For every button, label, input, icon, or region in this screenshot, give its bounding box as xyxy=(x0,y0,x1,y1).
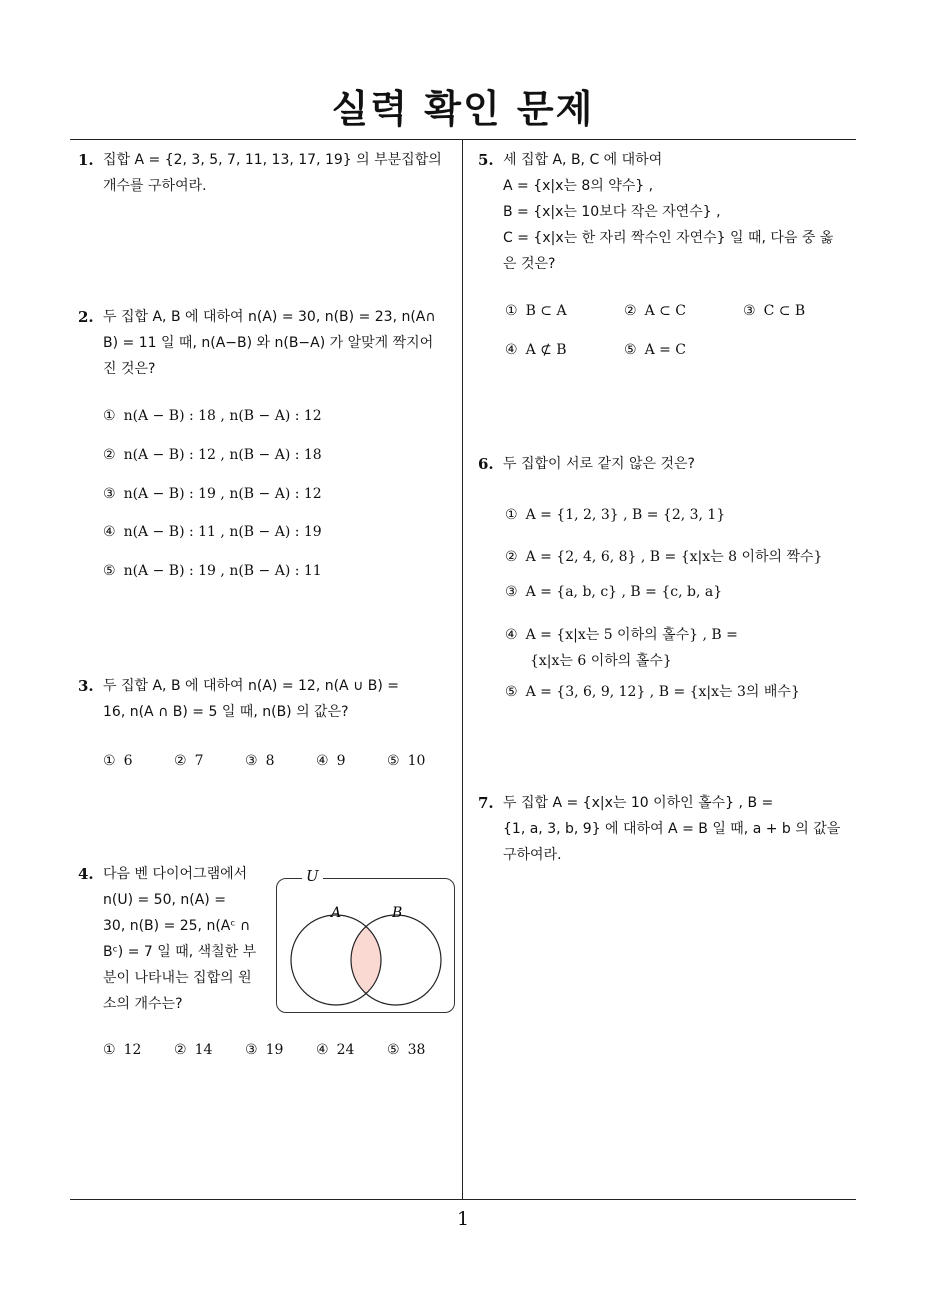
question-line: 두 집합 A, B 에 대하여 n(A) = 12, n(A ∪ B) = xyxy=(103,678,400,694)
question-line: Bᶜ) = 7 일 때, 색칠한 부 xyxy=(103,944,257,960)
venn-diagram xyxy=(276,878,454,1012)
question-line: n(U) = 50, n(A) = xyxy=(103,892,226,908)
question-line: 두 집합 A = {x|x는 10 이하인 홀수} , B = xyxy=(503,795,774,811)
option-4-1[interactable]: ① 12 xyxy=(103,1042,142,1058)
column-divider xyxy=(462,139,463,1200)
question-line: 세 집합 A, B, C 에 대하여 xyxy=(503,152,663,168)
option-6-5[interactable]: ⑤ A = {3, 6, 9, 12} , B = {x|x는 3의 배수} xyxy=(505,684,800,700)
question-line: 진 것은? xyxy=(103,361,156,377)
question-line: A = {x|x는 8의 약수} , xyxy=(503,178,654,194)
bottom-rule xyxy=(70,1199,856,1200)
option-2-5[interactable]: ⑤ n(A − B) : 19 , n(B − A) : 11 xyxy=(103,563,322,579)
question-5: 5. 세 집합 A, B, C 에 대하여 A = {x|x는 8의 약수} , B = {x|x는 10보다 작은 자연수} , C = {x|x는 한 자리 짝수인 자연수} 일 때, 다음 중 옳 은 것은? xyxy=(478,147,858,277)
question-line: B = {x|x는 10보다 작은 자연수} , xyxy=(503,204,721,220)
page-title: 실력 확인 문제 xyxy=(331,87,595,131)
question-line: 두 집합 A, B 에 대하여 n(A) = 30, n(B) = 23, n(A∩ xyxy=(103,309,436,325)
option-5-5[interactable]: ⑤ A = C xyxy=(624,342,687,358)
question-line: B) = 11 일 때, n(A−B) 와 n(B−A) 가 알맞게 짝지어 xyxy=(103,335,434,351)
option-3-5[interactable]: ⑤ 10 xyxy=(387,753,426,769)
venn-universe-label: U xyxy=(302,867,323,885)
option-3-3[interactable]: ③ 8 xyxy=(245,753,275,769)
option-3-1[interactable]: ① 6 xyxy=(103,753,133,769)
question-line: 분이 나타내는 집합의 원 xyxy=(103,970,252,986)
question-line: 다음 벤 다이어그램에서 xyxy=(103,866,248,882)
option-2-2[interactable]: ② n(A − B) : 12 , n(B − A) : 18 xyxy=(103,447,322,463)
option-6-2[interactable]: ② A = {2, 4, 6, 8} , B = {x|x는 8 이하의 짝수} xyxy=(505,549,823,565)
question-1: 1. 집합 A = {2, 3, 5, 7, 11, 13, 17, 19} 의 부분집합의 개수를 구하여라. xyxy=(78,147,456,199)
question-3: 3. 두 집합 A, B 에 대하여 n(A) = 12, n(A ∪ B) = 16, n(A ∩ B) = 5 일 때, n(B) 의 값은? xyxy=(78,673,456,725)
option-2-3[interactable]: ③ n(A − B) : 19 , n(B − A) : 12 xyxy=(103,486,322,502)
option-6-1[interactable]: ① A = {1, 2, 3} , B = {2, 3, 1} xyxy=(505,507,726,523)
question-line: 소의 개수는? xyxy=(103,996,183,1012)
question-line: 30, n(B) = 25, n(Aᶜ ∩ xyxy=(103,918,251,934)
option-3-4[interactable]: ④ 9 xyxy=(316,753,346,769)
option-2-1[interactable]: ① n(A − B) : 18 , n(B − A) : 12 xyxy=(103,408,322,424)
question-2: 2. 두 집합 A, B 에 대하여 n(A) = 30, n(B) = 23, n(A∩ B) = 11 일 때, n(A−B) 와 n(B−A) 가 알맞게 짝지어 진 것은? xyxy=(78,304,456,382)
option-4-3[interactable]: ③ 19 xyxy=(245,1042,284,1058)
option-4-2[interactable]: ② 14 xyxy=(174,1042,213,1058)
question-line: C = {x|x는 한 자리 짝수인 자연수} 일 때, 다음 중 옳 xyxy=(503,230,834,246)
top-rule xyxy=(70,139,856,140)
option-5-3[interactable]: ③ C ⊂ B xyxy=(743,303,806,319)
question-line: 16, n(A ∩ B) = 5 일 때, n(B) 의 값은? xyxy=(103,704,349,720)
option-3-2[interactable]: ② 7 xyxy=(174,753,204,769)
option-5-1[interactable]: ① B ⊂ A xyxy=(505,303,567,319)
option-4-5[interactable]: ⑤ 38 xyxy=(387,1042,426,1058)
question-6: 6. 두 집합이 서로 같지 않은 것은? xyxy=(478,451,858,477)
question-line: 구하여라. xyxy=(503,847,562,863)
option-6-3[interactable]: ③ A = {a, b, c} , B = {c, b, a} xyxy=(505,584,723,600)
question-7: 7. 두 집합 A = {x|x는 10 이하인 홀수} , B = {1, a, 3, b, 9} 에 대하여 A = B 일 때, a + b 의 값을 구하여라. xyxy=(478,790,858,868)
option-5-4[interactable]: ④ A ⊄ B xyxy=(505,342,567,358)
option-2-4[interactable]: ④ n(A − B) : 11 , n(B − A) : 19 xyxy=(103,524,322,540)
option-5-2[interactable]: ② A ⊂ C xyxy=(624,303,687,319)
option-6-4[interactable]: ④ A = {x|x는 5 이하의 홀수} , B = {x|x는 6 이하의 홀수} xyxy=(505,627,738,669)
venn-label-a: A xyxy=(331,905,342,921)
question-line: {1, a, 3, b, 9} 에 대하여 A = B 일 때, a + b 의 값을 xyxy=(503,821,841,837)
question-4: 4. 다음 벤 다이어그램에서 n(U) = 50, n(A) = 30, n(B) = 25, n(Aᶜ ∩ Bᶜ) = 7 일 때, 색칠한 부 분이 나타내는 집합의 원 소의 개수는? xyxy=(78,861,268,1017)
venn-label-b: B xyxy=(392,905,403,921)
question-line: 개수를 구하여라. xyxy=(103,178,207,194)
question-line: 집합 A = {2, 3, 5, 7, 11, 13, 17, 19} 의 부분집합의 xyxy=(103,152,442,168)
option-4-4[interactable]: ④ 24 xyxy=(316,1042,355,1058)
question-line: 두 집합이 서로 같지 않은 것은? xyxy=(503,456,695,472)
question-line: 은 것은? xyxy=(503,256,556,272)
page-number: 1 xyxy=(456,1208,470,1230)
